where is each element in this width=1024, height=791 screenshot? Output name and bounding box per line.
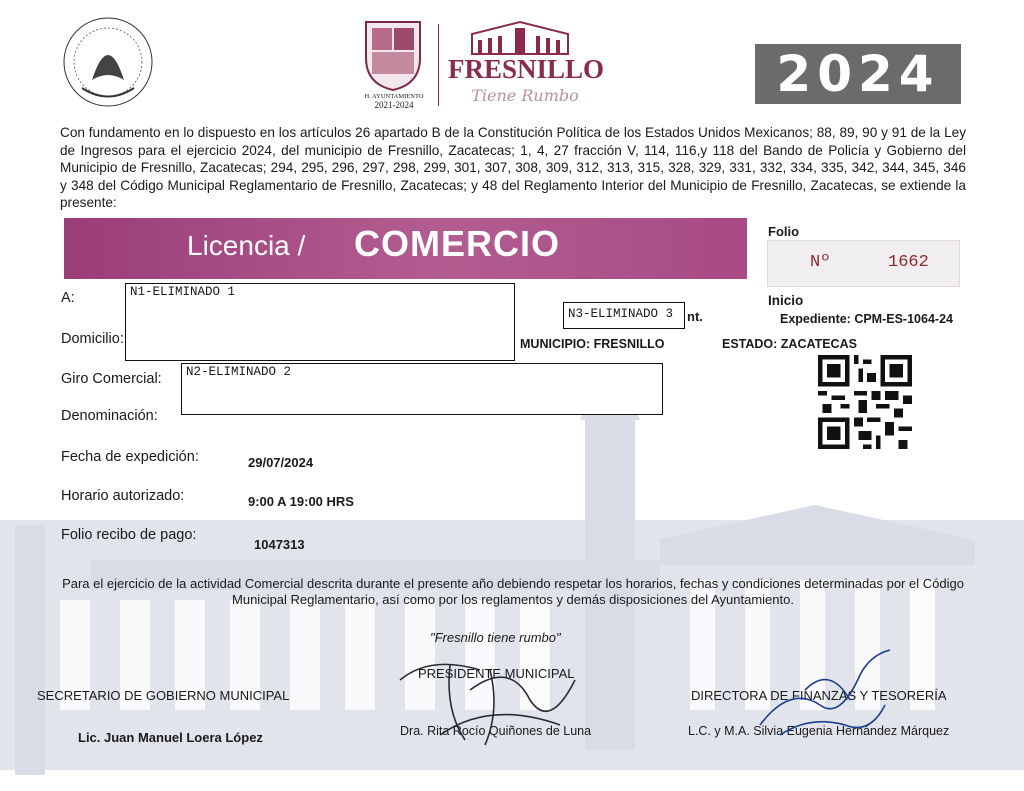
title-licencia: Licencia / xyxy=(187,230,306,261)
n3-value-box xyxy=(563,302,685,329)
giro-label: Giro Comercial: xyxy=(61,371,162,387)
right-signature-name: L.C. y M.A. Silvia Eugenia Hernández Márquez xyxy=(688,724,950,738)
a-value: N1-ELIMINADO 1 xyxy=(130,285,236,299)
title-comercio: COMERCIO xyxy=(354,223,560,264)
folio-box xyxy=(767,240,960,287)
domicilio-label: Domicilio: xyxy=(61,331,124,347)
logo-divider xyxy=(438,24,439,106)
horario-value: 9:00 A 19:00 HRS xyxy=(248,494,354,509)
ayuntamiento-line1: H. AYUNTAMIENTO xyxy=(364,93,424,100)
inicio-label: Inicio xyxy=(768,293,804,308)
ayuntamiento-line2: 2021-2024 xyxy=(374,100,414,110)
fecha-value: 29/07/2024 xyxy=(248,455,314,470)
municipio-value: MUNICIPIO: FRESNILLO xyxy=(520,337,665,351)
title-band xyxy=(64,218,747,279)
folio-label: Folio xyxy=(768,224,800,239)
fecha-label: Fecha de expedición: xyxy=(61,449,199,465)
year-badge: 2024 xyxy=(755,44,961,104)
n3-suffix: nt. xyxy=(687,309,703,324)
ayuntamiento-label xyxy=(350,92,438,110)
horario-label: Horario autorizado: xyxy=(61,488,185,504)
recibo-value: 1047313 xyxy=(254,537,305,552)
national-seal-icon xyxy=(52,10,164,110)
center-signature-name: Dra. Rita Rocío Quiñones de Luna xyxy=(400,724,592,738)
fresnillo-skyline-icon xyxy=(470,20,570,56)
director-signature-scribble xyxy=(750,645,900,745)
folio-prefix: Nº xyxy=(810,253,831,272)
motto: "Fresnillo tiene rumbo" xyxy=(430,630,561,645)
recibo-label: Folio recibo de pago: xyxy=(61,527,197,543)
left-signature-title: SECRETARIO DE GOBIERNO MUNICIPAL xyxy=(37,688,290,703)
folio-number: 1662 xyxy=(888,253,929,272)
legal-intro: Con fundamento en lo dispuesto en los artículos 26 apartado B de la Constitución Política de los Estados Unidos Mexicanos; 88, 89, 90 y 91 de la Ley de Ingresos para el ejercicio 2024, del municipio de Fresnillo, Zacatecas; 1, 4, 27 fracción V, 114, 116,y 118 del Bando de Policía y Gobierno del Municipio de Fresnillo, Zacatecas; 294, 295, 296, 297, 298, 299, 301, 307, 308, 309, 312, 313, 315, 328, 329, 331, 332, 334, 335, 342, 344, 345, 346 y 348 del Código Municipal Reglamentario de Fresnillo, Zacatecas; y 48 del Reglamento Interior del Municipio de Fresnillo, Zacatecas, se extiende la presente: xyxy=(60,125,966,211)
brand-tagline: Tiene Rumbo xyxy=(471,86,579,105)
expediente-value: Expediente: CPM-ES-1064-24 xyxy=(780,312,953,326)
giro-value: N2-ELIMINADO 2 xyxy=(186,365,292,379)
n3-value: N3-ELIMINADO 3 xyxy=(568,307,674,321)
footer-legend: Para el ejercicio de la actividad Comercial descrita durante el presente año debiendo respetar los horarios, fechas y condiciones determinadas por el Código Municipal Reglamentario, así como por los reglamentos y demás disposiciones del Ayuntamiento. xyxy=(62,576,964,607)
qr-code-icon xyxy=(818,355,912,449)
left-signature-name: Lic. Juan Manuel Loera López xyxy=(78,730,263,745)
a-value-box xyxy=(125,283,515,361)
president-signature-scribble xyxy=(390,640,600,750)
giro-value-box xyxy=(181,363,663,415)
center-signature-title: PRESIDENTE MUNICIPAL xyxy=(418,666,575,681)
brand-name: FRESNILLO xyxy=(448,54,605,84)
right-signature-title: DIRECTORA DE FINANZAS Y TESORERÍA xyxy=(691,688,947,703)
municipal-crest-icon xyxy=(362,18,424,92)
a-label: A: xyxy=(61,290,75,306)
denominacion-label: Denominación: xyxy=(61,408,158,424)
estado-value: ESTADO: ZACATECAS xyxy=(722,337,857,351)
